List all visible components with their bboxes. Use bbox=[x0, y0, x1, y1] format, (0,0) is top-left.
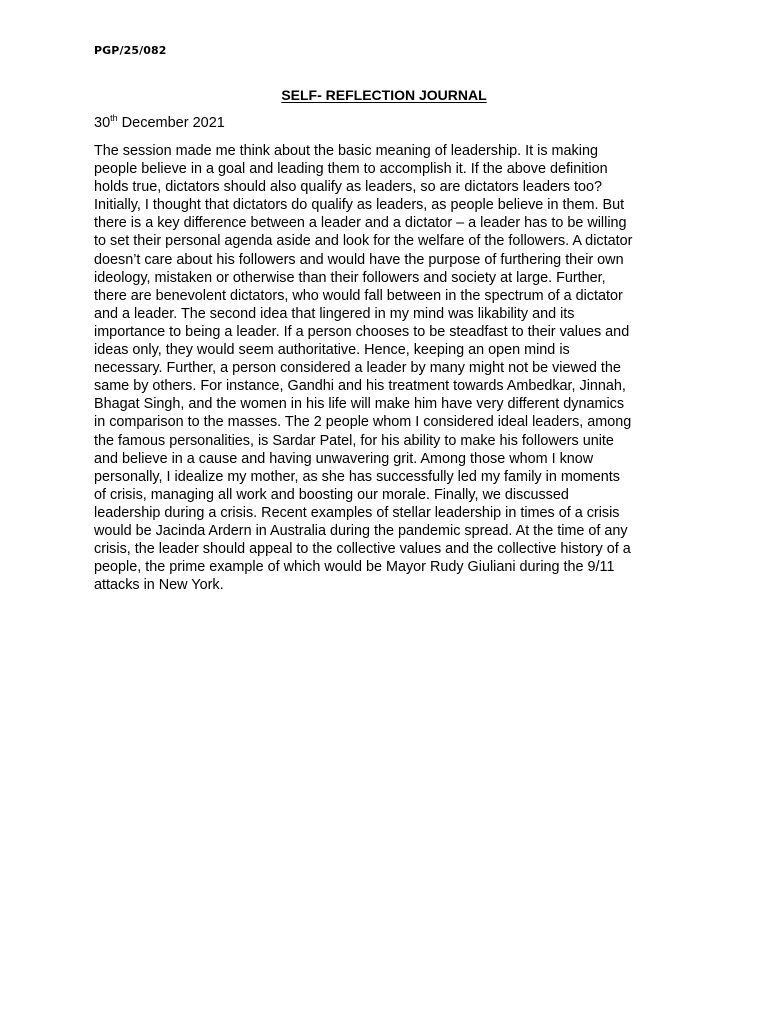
journal-body-paragraph bbox=[94, 142, 694, 594]
body-line: The session made me think about the basic meaning of leadership. It is making bbox=[94, 143, 598, 159]
journal-date bbox=[94, 115, 225, 131]
date-month-year: December 2021 bbox=[117, 115, 225, 131]
body-line: there is a key difference between a leader and a dictator – a leader has to be willing bbox=[94, 215, 627, 232]
document-title: SELF- REFLECTION JOURNAL bbox=[281, 87, 487, 103]
body-line: personally, I idealize my mother, as she has successfully led my family in moments bbox=[94, 468, 620, 485]
document-id: PGP/25/082 bbox=[94, 44, 167, 57]
body-line: necessary. Further, a person considered a leader by many might not be viewed the bbox=[94, 360, 621, 377]
body-line: and a leader. The second idea that lingered in my mind was likability and its bbox=[94, 305, 575, 322]
date-suffix: th bbox=[110, 113, 118, 124]
body-line: holds true, dictators should also qualify as leaders, so are dictators leaders too? bbox=[94, 179, 602, 196]
body-line: crisis, the leader should appeal to the collective values and the collective history of a bbox=[94, 541, 631, 558]
body-line: Initially, I thought that dictators do qualify as leaders, as people believe in them. But bbox=[94, 197, 625, 214]
body-line: would be Jacinda Ardern in Australia during the pandemic spread. At the time of any bbox=[94, 522, 628, 539]
body-line: in comparison to the masses. The 2 people whom I considered ideal leaders, among bbox=[94, 414, 632, 431]
body-line: Bhagat Singh, and the women in his life will make him have very different dynamics bbox=[94, 396, 625, 413]
body-line: and believe in a cause and having unwavering grit. Among those whom I know bbox=[94, 450, 594, 467]
body-line: leadership during a crisis. Recent examples of stellar leadership in times of a crisis bbox=[94, 504, 620, 521]
body-line: to set their personal agenda aside and look for the welfare of the followers. A dictator bbox=[94, 233, 633, 250]
body-line: ideology, mistaken or otherwise than their followers and society at large. Further, bbox=[94, 269, 606, 286]
body-line: people believe in a goal and leading them to accomplish it. If the above definition bbox=[94, 161, 608, 178]
body-line: importance to being a leader. If a person chooses to be steadfast to their values and bbox=[94, 323, 630, 340]
body-line: people, the prime example of which would be Mayor Rudy Giuliani during the 9/11 bbox=[94, 559, 615, 576]
body-line: doesn’t care about his followers and would have the purpose of furthering their own bbox=[94, 251, 624, 268]
body-line: same by others. For instance, Gandhi and his treatment towards Ambedkar, Jinnah, bbox=[94, 378, 626, 395]
body-line: there are benevolent dictators, who would fall between in the spectrum of a dictator bbox=[94, 287, 623, 304]
body-line: of crisis, managing all work and boosting our morale. Finally, we discussed bbox=[94, 486, 569, 503]
body-line: the famous personalities, is Sardar Patel, for his ability to make his followers unite bbox=[94, 432, 614, 449]
body-line: attacks in New York. bbox=[94, 577, 224, 594]
date-day: 30 bbox=[94, 115, 111, 131]
body-line: ideas only, they would seem authoritative. Hence, keeping an open mind is bbox=[94, 342, 570, 359]
